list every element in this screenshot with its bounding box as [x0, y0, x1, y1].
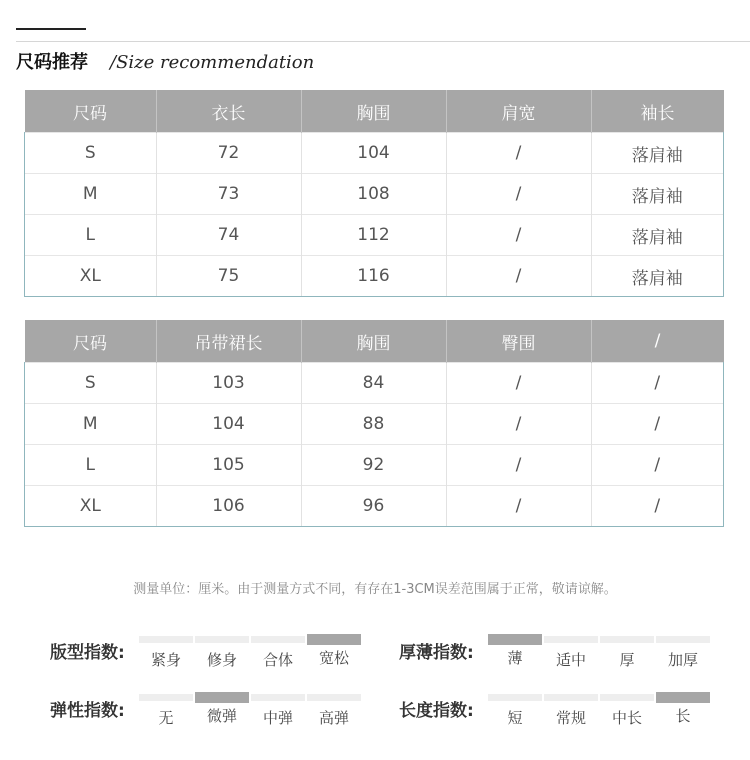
index-option-label: 长	[675, 707, 691, 725]
table-cell: /	[446, 363, 591, 404]
index-bar-selected	[488, 634, 542, 645]
index-bar-selected	[656, 692, 710, 703]
table-cell: 73	[156, 174, 301, 215]
index-option-label: 短	[507, 709, 523, 727]
index-option-label: 微弹	[206, 707, 237, 725]
table-cell: L	[25, 215, 157, 256]
index-bar	[195, 636, 249, 643]
index-option-label: 适中	[555, 651, 586, 669]
table-cell: /	[446, 174, 591, 215]
table-cell: /	[591, 445, 724, 486]
index-segment	[600, 636, 654, 670]
index-option-label: 薄	[507, 649, 523, 667]
index-option-label: 中长	[611, 709, 642, 727]
index-bar	[139, 694, 193, 701]
table-cell: /	[446, 256, 591, 297]
index-bar	[251, 636, 305, 643]
index-bar	[544, 694, 598, 701]
index-option-label: 常规	[555, 709, 586, 727]
index-label: 版型指数:	[50, 643, 125, 663]
table-cell: /	[446, 445, 591, 486]
table-cell: 104	[156, 404, 301, 445]
table-cell: 104	[301, 133, 446, 174]
table-cell: S	[25, 363, 157, 404]
table-cell: /	[591, 404, 724, 445]
index-bar-selected	[195, 692, 249, 703]
table-cell: S	[25, 133, 157, 174]
table-cell: 92	[301, 445, 446, 486]
index-label: 厚薄指数:	[399, 643, 474, 663]
index-segment	[195, 636, 249, 670]
index-option-label: 厚	[619, 651, 635, 669]
index-segment	[600, 694, 654, 728]
index-segment	[544, 636, 598, 670]
table-cell: 72	[156, 133, 301, 174]
index-option-label: 加厚	[667, 651, 698, 669]
index-bar	[600, 694, 654, 701]
index-segment	[307, 636, 361, 668]
header-cell: 尺码	[25, 320, 157, 363]
index-bar	[544, 636, 598, 643]
table-cell: L	[25, 445, 157, 486]
index-segment	[488, 636, 542, 668]
table-cell: M	[25, 174, 157, 215]
index-bar	[139, 636, 193, 643]
index-option-label: 宽松	[318, 649, 349, 667]
header-cell: 胸围	[301, 320, 446, 363]
index-bar	[656, 636, 710, 643]
table-cell: XL	[25, 256, 157, 297]
header-cell: 肩宽	[446, 90, 591, 133]
index-option-label: 修身	[206, 651, 237, 669]
table-cell: 84	[301, 363, 446, 404]
index-segment	[307, 694, 361, 728]
index-segment	[139, 636, 193, 670]
table-cell: 落肩袖	[591, 133, 724, 174]
header-cell: 臀围	[446, 320, 591, 363]
header-cell: 吊带裙长	[156, 320, 301, 363]
index-segment	[195, 694, 249, 726]
index-option-label: 中弹	[262, 709, 293, 727]
table-cell: /	[591, 486, 724, 527]
table-cell: /	[446, 215, 591, 256]
title-en: /Size recommendation	[110, 52, 315, 73]
index-segment	[656, 636, 710, 670]
table-cell: 105	[156, 445, 301, 486]
index-label: 长度指数:	[399, 701, 474, 721]
index-segment	[544, 694, 598, 728]
table-cell: /	[446, 404, 591, 445]
header-cell: /	[591, 320, 724, 363]
table-cell: XL	[25, 486, 157, 527]
header-cell: 袖长	[591, 90, 724, 133]
measurement-note: 测量单位：厘米。由于测量方式不同，有存在1-3CM误差范围属于正常，敬请谅解。	[133, 582, 617, 597]
title-cn: 尺码推荐	[16, 52, 88, 73]
index-bar	[307, 694, 361, 701]
table-cell: 88	[301, 404, 446, 445]
header-cell: 衣长	[156, 90, 301, 133]
table-cell: 112	[301, 215, 446, 256]
table-cell: 75	[156, 256, 301, 297]
index-bar	[251, 694, 305, 701]
index-label: 弹性指数:	[50, 701, 125, 721]
table-cell: 106	[156, 486, 301, 527]
index-segment	[251, 694, 305, 728]
index-bar	[488, 694, 542, 701]
index-option-label: 合体	[262, 651, 293, 669]
table-cell: 103	[156, 363, 301, 404]
index-segment	[251, 636, 305, 670]
table-cell: 108	[301, 174, 446, 215]
table-cell: /	[591, 363, 724, 404]
table-cell: 96	[301, 486, 446, 527]
header-cell: 尺码	[25, 90, 157, 133]
index-segment	[656, 694, 710, 726]
table-cell: 落肩袖	[591, 174, 724, 215]
header-cell: 胸围	[301, 90, 446, 133]
index-option-label: 紧身	[150, 651, 181, 669]
table-cell: 落肩袖	[591, 215, 724, 256]
table-cell: 落肩袖	[591, 256, 724, 297]
index-bar-selected	[307, 634, 361, 645]
table-cell: M	[25, 404, 157, 445]
index-bar	[600, 636, 654, 643]
table-cell: /	[446, 133, 591, 174]
table-cell: /	[446, 486, 591, 527]
index-option-label: 高弹	[318, 709, 349, 727]
index-segment	[488, 694, 542, 728]
index-segment	[139, 694, 193, 728]
table-cell: 116	[301, 256, 446, 297]
index-option-label: 无	[158, 709, 174, 727]
table-cell: 74	[156, 215, 301, 256]
